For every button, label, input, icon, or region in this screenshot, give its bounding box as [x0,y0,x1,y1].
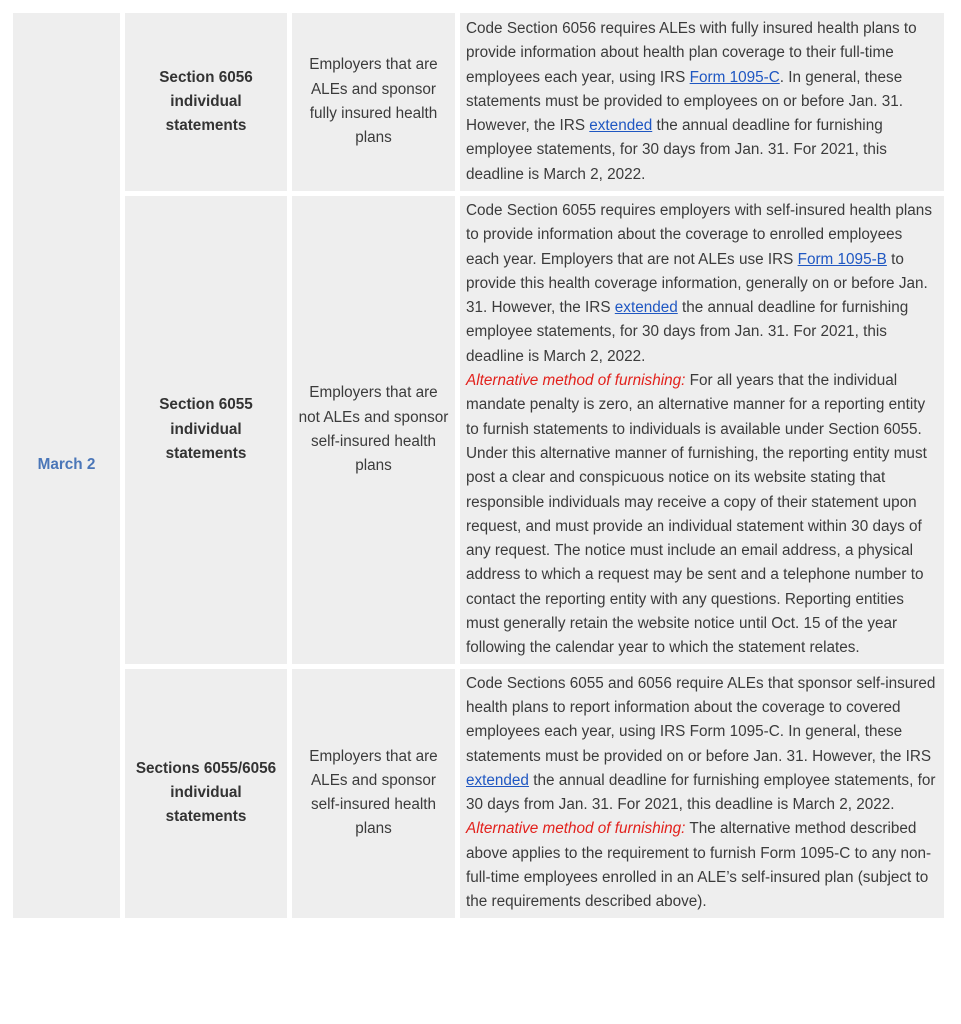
deadline-table [8,8,949,923]
table-row [13,13,944,191]
extended-link[interactable]: extended [466,771,529,789]
section-cell [125,196,287,664]
description-paragraph [466,199,938,369]
description-text: Code Section 6056 requires ALEs with fully insured health plans to provide information about health plan coverage to their full-time employees each year, using IRS [466,19,917,86]
description-paragraph [466,672,938,818]
form-1095-c-link[interactable]: Form 1095-C [689,68,780,86]
description-cell [460,669,944,918]
extended-link[interactable]: extended [589,117,653,135]
section-title: Sections 6055/6056 individual statements [135,759,277,826]
description-text: . In general, these statements must be provided to employees on or before Jan. 31. However, the IRS [466,68,904,135]
description-text: Code Section 6055 requires employers with self-insured health plans to provide information about the coverage to enrolled employees each year. Employers that are not ALEs use IRS [466,202,932,268]
applies-to-text: Employers that are ALEs and sponsor fully insured health plans [309,56,438,147]
section-title: Section 6056 individual statements [159,68,253,135]
applies-to-cell [292,13,455,191]
date-cell [13,13,120,918]
table-row [13,669,944,918]
alternative-method-paragraph [466,369,938,661]
description-text: the annual deadline for furnishing employee statements, for 30 days from Jan. 31. For 2021, this deadline is March 2, 2022. [466,299,909,365]
alternative-method-text: For all years that the individual mandate penalty is zero, an alternative manner for a reporting entity to furnish statements to individuals is available under Section 6055. Under this alternative manner of furnishing, the reporting entity must post a clear and conspicuous notice on its website stating that responsible individuals may receive a copy of their statement upon request, and must provide an individual statement within 30 days of any request. The notice must include an email address, a physical address to which a request may be sent and a telephone number to contact the reporting entity with any questions. Reporting entities must generally retain the website notice until Oct. 15 of the year following the calendar year to which the statement relates. [466,372,927,657]
applies-to-text: Employers that are not ALEs and sponsor self-insured health plans [298,384,449,475]
table-row [13,196,944,664]
description-text: the annual deadline for furnishing employee statements, for 30 days from Jan. 31. For 2021, this deadline is March 2, 2022. [466,771,936,814]
description-text: the annual deadline for furnishing employee statements, for 30 days from Jan. 31. For 2021, this deadline is March 2, 2022. [466,117,887,183]
description-paragraph [466,17,938,187]
section-title: Section 6055 individual statements [159,396,253,462]
deadline-date: March 2 [37,456,96,474]
description-cell [460,196,944,664]
description-cell [460,13,944,191]
form-1095-b-link[interactable]: Form 1095-B [797,250,887,268]
section-cell [125,669,287,918]
applies-to-text: Employers that are ALEs and sponsor self-insured health plans [309,747,438,838]
section-cell [125,13,287,191]
alternative-method-text: The alternative method described above applies to the requirement to furnish Form 1095-C to any non-full-time employees enrolled in an ALE’s self-insured plan (subject to the requirements described above). [466,820,932,911]
description-text: to provide this health coverage information, generally on or before Jan. 31. However, the IRS [466,250,928,317]
extended-link[interactable]: extended [614,299,678,317]
applies-to-cell [292,196,455,664]
applies-to-cell [292,669,455,918]
alternative-method-label: Alternative method of furnishing: [466,372,686,390]
alternative-method-label: Alternative method of furnishing: [466,820,686,838]
description-text: Code Sections 6055 and 6056 require ALEs that sponsor self-insured health plans to report information about the coverage to covered employees each year, using IRS Form 1095-C. In general, these statements must be provided on or before Jan. 31. However, the IRS [466,674,936,765]
alternative-method-paragraph [466,817,938,914]
